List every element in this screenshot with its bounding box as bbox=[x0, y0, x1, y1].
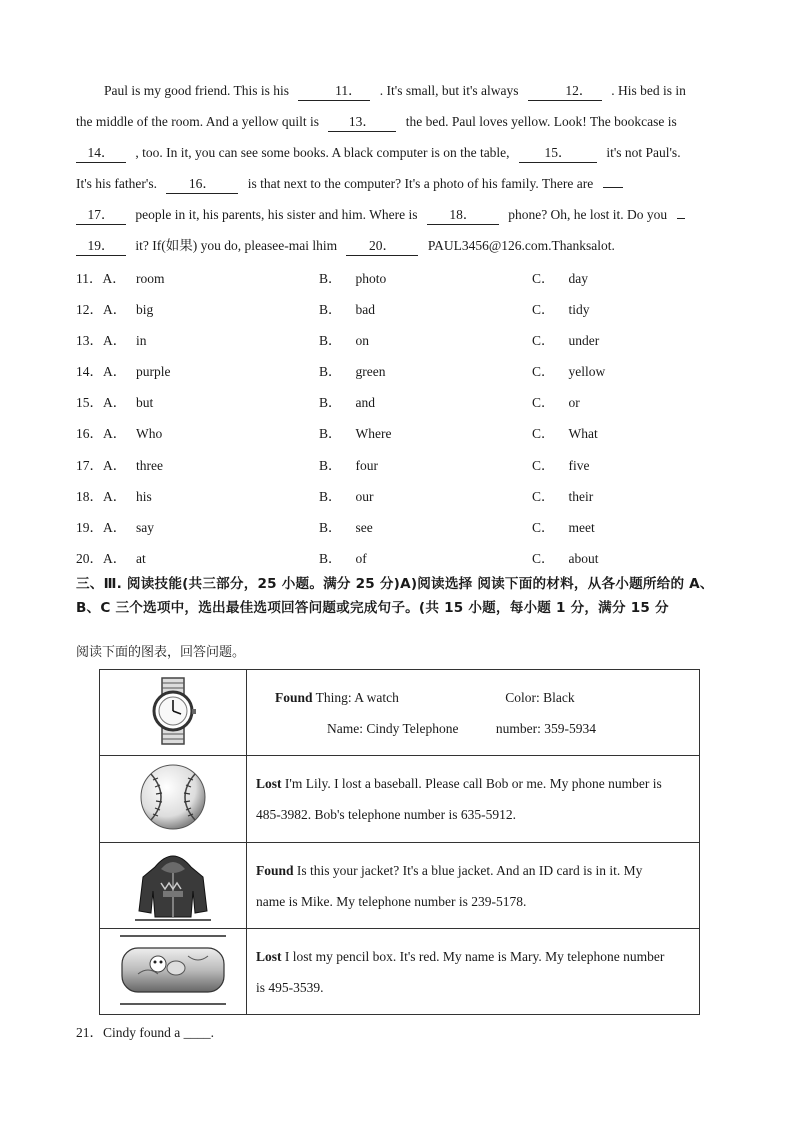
section-heading: 三、Ⅲ. 阅读技能(共三部分，25 小题。满分 25 分)A)阅读选择 阅读下面的材料，从各小题所给的 A、B、C 三个选项中，选出最佳选项回答问题或完成句子。(共 15 小题，每小题 1 分，满分 15 分 bbox=[76, 576, 714, 616]
option-b-label: B． bbox=[319, 333, 342, 349]
passage-line bbox=[76, 109, 718, 140]
passage-text: If(如果) bbox=[152, 238, 198, 253]
option-b-label: B． bbox=[319, 550, 342, 566]
option-b-label: B． bbox=[319, 271, 342, 286]
blank-19: 19． bbox=[76, 237, 126, 256]
option-b-text: on bbox=[355, 333, 370, 349]
option-c[interactable] bbox=[532, 452, 590, 480]
baseball-icon bbox=[137, 762, 209, 832]
option-b[interactable] bbox=[319, 389, 375, 417]
option-c[interactable] bbox=[532, 265, 588, 293]
option-b[interactable] bbox=[319, 296, 375, 324]
passage-text: the bed. Paul loves yellow. Look! The bookcase is bbox=[405, 114, 677, 129]
options-list bbox=[76, 265, 716, 576]
option-a[interactable]: say bbox=[136, 519, 154, 535]
option-c-label: C． bbox=[532, 271, 555, 286]
notice-picture bbox=[100, 843, 247, 929]
option-b[interactable] bbox=[319, 483, 374, 511]
pencil-box-icon bbox=[118, 934, 228, 1006]
option-b[interactable] bbox=[319, 327, 369, 355]
notice-label: Lost bbox=[256, 948, 282, 964]
notice-line: Name: Cindy Telephone bbox=[327, 720, 459, 736]
option-b[interactable] bbox=[319, 452, 378, 480]
option-b[interactable] bbox=[319, 420, 392, 448]
option-c-label: C． bbox=[532, 426, 555, 442]
passage-text: phone? Oh, he lost it. Do you bbox=[508, 207, 668, 222]
notice-text bbox=[247, 929, 700, 1015]
blank-15: 15． bbox=[519, 144, 597, 163]
notice-line: name is Mike. My telephone number is 239-5178. bbox=[256, 893, 527, 909]
passage-line bbox=[76, 78, 718, 109]
option-c[interactable] bbox=[532, 358, 605, 386]
option-b-text: photo bbox=[355, 271, 387, 286]
option-a[interactable]: at bbox=[136, 550, 146, 566]
lost-found-table bbox=[99, 669, 700, 1015]
option-c-text: What bbox=[568, 426, 598, 442]
notice-line: Thing: A watch bbox=[312, 689, 399, 705]
passage-line bbox=[76, 140, 718, 171]
notice-text bbox=[247, 843, 700, 929]
notice-row bbox=[100, 929, 700, 1015]
question-text: 21．Cindy found a bbox=[76, 1025, 181, 1040]
option-b[interactable] bbox=[319, 545, 367, 573]
notice-row bbox=[100, 670, 700, 756]
passage-text: the middle of the room. And a yellow quilt is bbox=[76, 114, 319, 129]
option-c-text: tidy bbox=[568, 302, 590, 318]
option-b-text: Where bbox=[355, 426, 392, 442]
option-row bbox=[76, 420, 716, 451]
option-row bbox=[76, 296, 716, 327]
blank-trailing bbox=[603, 187, 623, 188]
instruction-text: 阅读下面的图表，回答问题。 bbox=[76, 645, 246, 660]
option-c[interactable] bbox=[532, 545, 599, 573]
option-row bbox=[76, 327, 716, 358]
passage-line bbox=[76, 202, 718, 233]
option-b-label: B． bbox=[319, 457, 342, 473]
notice-line: Color: Black bbox=[505, 689, 575, 705]
option-c[interactable] bbox=[532, 514, 595, 542]
option-b-text: bad bbox=[355, 302, 376, 318]
jacket-icon bbox=[133, 847, 213, 921]
question-number: 11．A． bbox=[76, 271, 126, 286]
question-number: 14．A． bbox=[76, 364, 127, 380]
option-b-text: of bbox=[355, 550, 367, 566]
notice-picture bbox=[100, 929, 247, 1015]
notice-line: I'm Lily. I lost a baseball. Please call Bob or me. My phone number is bbox=[281, 776, 662, 791]
option-b[interactable] bbox=[319, 265, 386, 293]
notice-picture bbox=[100, 756, 247, 843]
passage-text: people in it, his parents, his sister and him. Where is bbox=[135, 207, 418, 222]
option-row bbox=[76, 358, 716, 389]
question-number: 15．A． bbox=[76, 395, 127, 411]
passage-text: you do, pleasee-mai lhim bbox=[200, 238, 338, 253]
question-number: 13．A． bbox=[76, 333, 127, 349]
notice-label: Lost bbox=[256, 776, 282, 791]
option-a[interactable]: in bbox=[136, 333, 147, 349]
option-c-label: C． bbox=[532, 550, 555, 566]
option-c-label: C． bbox=[532, 457, 555, 473]
notice-picture bbox=[100, 670, 247, 756]
blank-17: 17． bbox=[76, 206, 126, 225]
option-b-text: green bbox=[355, 364, 386, 380]
notice-text bbox=[247, 756, 700, 843]
option-c-label: C． bbox=[532, 364, 555, 380]
option-row bbox=[76, 452, 716, 483]
cloze-passage bbox=[76, 78, 718, 264]
option-c-text: under bbox=[568, 333, 600, 349]
option-row bbox=[76, 483, 716, 514]
option-a[interactable]: but bbox=[136, 395, 154, 411]
option-c-text: or bbox=[568, 395, 580, 411]
passage-text: . His bed is in bbox=[611, 83, 686, 98]
option-c-text: yellow bbox=[568, 364, 606, 380]
option-c-label: C． bbox=[532, 333, 555, 349]
passage-line bbox=[76, 233, 718, 264]
option-c[interactable] bbox=[532, 389, 580, 417]
answer-blank: ____. bbox=[183, 1025, 214, 1040]
option-row bbox=[76, 545, 716, 576]
passage-text: it? bbox=[135, 238, 149, 253]
option-b-label: B． bbox=[319, 519, 342, 535]
option-row bbox=[76, 265, 716, 296]
question-number: 17．A． bbox=[76, 457, 127, 473]
option-c-text: about bbox=[568, 550, 599, 566]
option-a[interactable]: Who bbox=[136, 426, 163, 442]
option-a[interactable]: big bbox=[136, 302, 154, 318]
question-number: 12．A． bbox=[76, 302, 127, 318]
notice-line: number: 359-5934 bbox=[495, 720, 597, 736]
option-c-label: C． bbox=[532, 519, 555, 535]
option-c-text: five bbox=[568, 457, 590, 473]
option-b-label: B． bbox=[319, 364, 342, 380]
option-c-label: C． bbox=[532, 488, 555, 504]
blank-14: 14． bbox=[76, 144, 126, 163]
passage-text: is that next to the computer? It's a photo of his family. There are bbox=[247, 176, 594, 191]
blank-16: 16． bbox=[166, 175, 238, 194]
notice-row bbox=[100, 843, 700, 929]
blank-trailing bbox=[677, 218, 685, 219]
option-c[interactable] bbox=[532, 420, 598, 448]
passage-text: it's not Paul's. bbox=[606, 145, 681, 160]
option-b-label: B． bbox=[319, 488, 342, 504]
option-c[interactable] bbox=[532, 483, 593, 511]
option-c[interactable] bbox=[532, 327, 599, 355]
passage-text: It's his father's. bbox=[76, 176, 157, 191]
option-c-label: C． bbox=[532, 395, 555, 411]
option-b-label: B． bbox=[319, 302, 342, 318]
question-21 bbox=[76, 1021, 214, 1041]
option-a[interactable]: purple bbox=[136, 364, 171, 380]
passage-text: PAUL3456@126.com.Thanksalot. bbox=[427, 238, 615, 253]
option-a[interactable]: three bbox=[136, 457, 163, 473]
passage-text: Paul is my good friend. This is his bbox=[104, 83, 290, 98]
option-row bbox=[76, 514, 716, 545]
option-b-label: B． bbox=[319, 395, 342, 411]
passage-text: , too. In it, you can see some books. A black computer is on the table, bbox=[135, 145, 510, 160]
option-b-label: B． bbox=[319, 426, 342, 442]
option-b[interactable] bbox=[319, 358, 386, 386]
notice-label: Found bbox=[275, 689, 313, 705]
option-b-text: four bbox=[355, 457, 379, 473]
option-c-label: C． bbox=[532, 302, 555, 318]
option-c-text: their bbox=[568, 488, 594, 504]
notice-line: I lost my pencil box. It's red. My name is Mary. My telephone number bbox=[281, 948, 665, 964]
watch-icon bbox=[148, 676, 198, 746]
notice-label: Found bbox=[256, 862, 294, 878]
option-b-text: and bbox=[355, 395, 376, 411]
notice-line: Is this your jacket? It's a blue jacket. And an ID card is in it. My bbox=[293, 862, 643, 878]
passage-text: . It's small, but it's always bbox=[379, 83, 519, 98]
option-b[interactable] bbox=[319, 514, 373, 542]
notice-line: 485-3982. Bob's telephone number is 635-5912. bbox=[256, 807, 517, 822]
blank-12: 12． bbox=[528, 82, 602, 101]
option-a[interactable]: room bbox=[136, 271, 165, 286]
option-row bbox=[76, 389, 716, 420]
notice-line: is 495-3539. bbox=[256, 979, 324, 995]
question-number: 16．A． bbox=[76, 426, 127, 442]
option-c[interactable] bbox=[532, 296, 590, 324]
option-a[interactable]: his bbox=[136, 488, 152, 504]
passage-line bbox=[76, 171, 718, 202]
blank-20: 20． bbox=[346, 237, 418, 256]
option-c-text: day bbox=[568, 271, 589, 286]
notice-row bbox=[100, 756, 700, 843]
question-number: 20．A． bbox=[76, 550, 127, 566]
question-number: 18．A． bbox=[76, 488, 127, 504]
option-b-text: our bbox=[355, 488, 374, 504]
notice-text bbox=[247, 670, 700, 756]
option-b-text: see bbox=[355, 519, 373, 535]
blank-11: 11． bbox=[298, 82, 370, 101]
option-c-text: meet bbox=[568, 519, 595, 535]
blank-13: 13． bbox=[328, 113, 396, 132]
blank-18: 18． bbox=[427, 206, 499, 225]
question-number: 19．A． bbox=[76, 519, 127, 535]
